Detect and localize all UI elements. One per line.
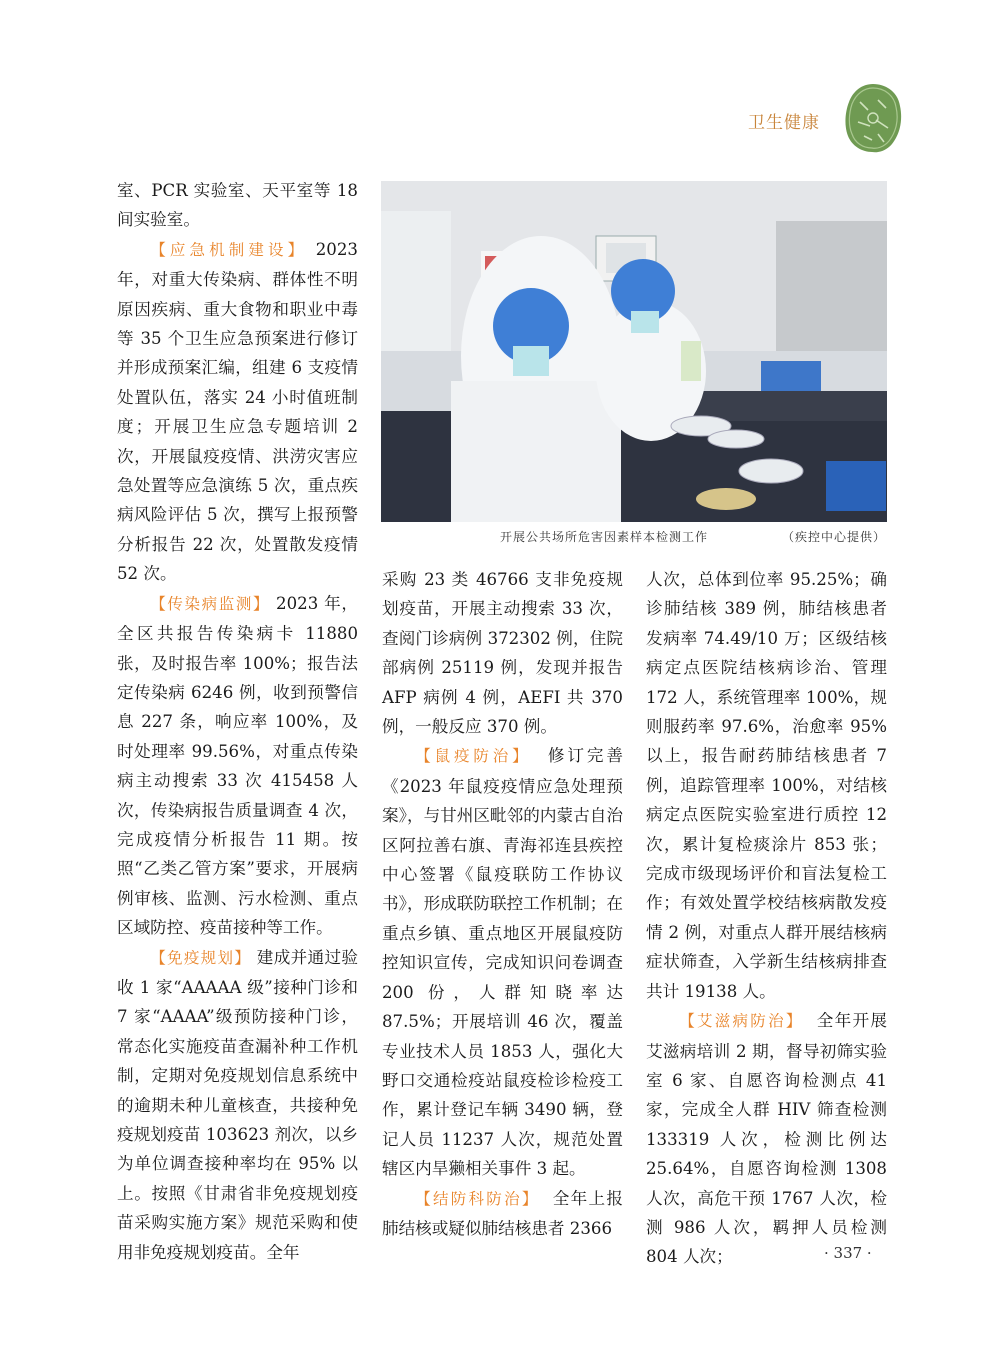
page-number: · 337 · [824,1244,872,1262]
paragraph-text: 全年开展艾滋病培训 2 期，督导初筛实验室 6 家、自愿咨询检测点 41 家，完成全人群 HIV 筛查检测 133319 人次，检测比例达 25.64%，自愿咨询检测 1308 人次，高危干预 1767 人次，检测 986 人次，羁押人员检测 804 人次； [646,1011,887,1267]
section-heading: 【免疫规划】 [150,948,252,967]
paragraph [117,235,358,589]
photo-credit: （疾控中心提供） [781,530,886,544]
caption-text: 开展公共场所危害因素样本检测工作 [500,530,709,544]
lab-photo [381,181,887,522]
photo-caption [500,528,886,545]
paragraph-text: 2023 年，全区共报告传染病卡 11880 张，及时报告率 100%；报告法定传染病 6246 例，收到预警信息 227 条，响应率 100%，及时处理率 99.56%，对重点传染病主动搜索 33 次 415458 人次，传染病报告质量调查 4 次，完成疫情分析报告 11 期。按照“乙类乙管方案”要求，开展病例审核、监测、污水检测、重点区域防控、疫苗接种等工作。 [117,593,358,938]
decorative-seal [842,82,904,154]
paragraph [382,741,623,1183]
paragraph [382,1184,623,1244]
section-heading: 【传染病监测】 [150,594,271,613]
text-column-1 [117,176,358,1267]
section-heading: 【鼠疫防治】 [415,747,532,766]
text-column-2 [382,565,623,1243]
paragraph-text: 2023 年，对重大传染病、群体性不明原因疾病、重大食物和职业中毒等 35 个卫生应急预案进行修订并形成预案汇编，组建 6 支疫情处置队伍，落实 24 小时值班制度；开展卫生应急专题培训 2 次，开展鼠疫疫情、洪涝灾害应急处置等应急演练 5 次，重点疾病风险评估 5 次，撰写上报预警分析报告 22 次，处置散发疫情 52 次。 [117,239,358,584]
text-column-3 [646,565,887,1272]
section-label: 卫生健康 [748,113,820,133]
paragraph [117,589,358,943]
paragraph-text: 修订完善《2023 年鼠疫疫情应急处理预案》，与甘州区毗邻的内蒙古自治区阿拉善右旗、青海祁连县疾控中心签署《鼠疫联防工作协议书》，形成联防联控工作机制；在重点乡镇、重点地区开展鼠疫防控知识宣传，完成知识问卷调查 200 份，人群知晓率达 87.5%；开展培训 46 次，覆盖专业技术人员 1853 人，强化大野口交通检疫站鼠疫检诊检疫工作，累计登记车辆 3490 辆，登记人员 11237 人次，规范处置辖区内旱獭相关事件 3 起。 [382,746,623,1179]
paragraph-text: 建成并通过验收 1 家“AAAAA 级”接种门诊和 7 家“AAAA”级预防接种门诊，常态化实施疫苗查漏补种工作机制，定期对免疫规划信息系统中的逾期未种儿童核查，共接种免疫规划疫苗 103623 剂次，以乡为单位调查接种率均在 95% 以上。按照《甘肃省非免疫规划疫苗采购实施方案》规范采购和使用非免疫规划疫苗。全年 [117,947,358,1262]
paragraph [117,943,358,1267]
paragraph-text: 全年上报肺结核或疑似肺结核患者 2366 [382,1188,623,1238]
section-heading: 【结防科防治】 [415,1189,540,1208]
paragraph: 采购 23 类 46766 支非免疫规划疫苗，开展主动搜索 33 次，查阅门诊病例 372302 例，住院部病例 25119 例，发现并报告 AFP 病例 4 例，AEFI 共 370 例，一般反应 370 例。 [382,570,623,737]
section-heading: 【艾滋病防治】 [679,1012,804,1031]
section-heading: 【应急机制建设】 [150,240,308,259]
paragraph [646,1006,887,1272]
paragraph: 人次，总体到位率 95.25%；确诊肺结核 389 例，肺结核患者发病率 74.49/10 万；区级结核病定点医院结核病诊治、管理 172 人，系统管理率 100%，规则服药率 97.6%，治愈率 95% 以上，报告耐药肺结核患者 7 例，追踪管理率 100%，对结核病定点医院实验室进行质控 12 次，累计复检痰涂片 853 张；完成市级现场评价和盲法复检工作；有效处置学校结核病散发疫情 2 例，对重点人群开展结核病症状筛查，入学新生结核病排查共计 19138 人。 [646,570,887,1001]
paragraph: 室、PCR 实验室、天平室等 18 间实验室。 [117,181,358,230]
